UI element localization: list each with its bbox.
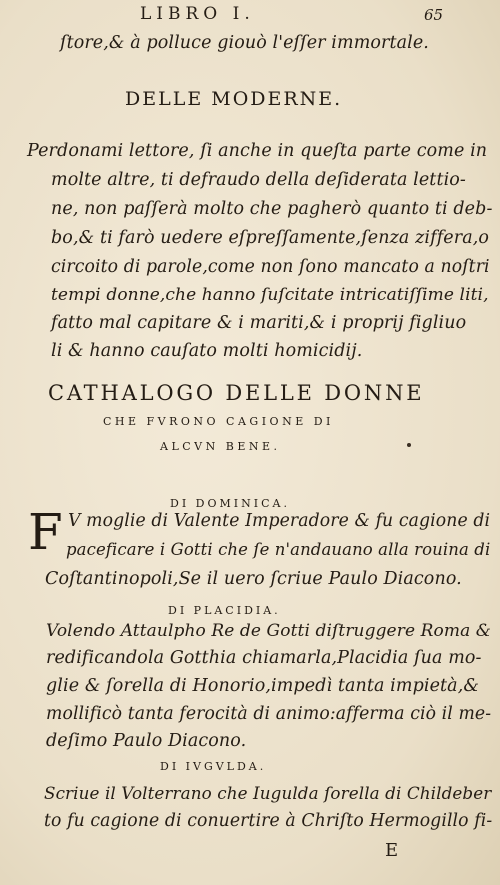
intro-line: ſtore,& à polluce giouò l'eſſer immortale. [60, 33, 429, 53]
moderne-line-5: circoito di parole,come non ſono mancato a noſtri [51, 257, 490, 277]
heading-placidia: DI PLACIDIA. [168, 604, 281, 617]
dominica-line-2: paceficare i Gotti che ſe n'andauano alla rouina di [66, 540, 491, 559]
placidia-line-1: Volendo Attaulpho Re de Gotti diſtruggere Roma & [46, 621, 492, 641]
moderne-line-8: li & hanno cauſato molti homicidij. [51, 341, 363, 361]
moderne-line-2: molte altre, ti defraudo della deſiderata lettio- [51, 170, 466, 190]
catalogue-title-line-3: ALCVN BENE. [160, 440, 281, 453]
stray-ink-dot [407, 443, 411, 447]
iugulda-line-1: Scriue il Volterrano che Iugulda ſorella di Childeber [44, 783, 492, 803]
drop-cap: F [28, 503, 63, 561]
heading-dominica: DI DOMINICA. [170, 497, 290, 510]
placidia-line-4: mollificò tanta ferocità di animo:afferma ciò il me- [46, 704, 492, 724]
moderne-line-6: tempi donne,che hanno ſuſcitate intricatiſſime liti, [51, 285, 489, 305]
signature-mark: E [385, 840, 399, 861]
heading-moderne: DELLE MODERNE. [125, 88, 343, 110]
iugulda-line-2: to fu cagione di conuertire à Chriſto Hermogillo fi- [44, 811, 493, 831]
placidia-line-5: deſimo Paulo Diacono. [46, 731, 247, 751]
placidia-line-2: redificandola Gotthia chiamarla,Placidia ſua mo- [46, 648, 482, 668]
catalogue-title-line-1: CATHALOGO DELLE DONNE [48, 381, 425, 405]
dominica-line-1: V moglie di Valente Imperadore & fu cagione di [68, 511, 491, 531]
dominica-line-3: Coſtantinopoli,Se il uero ſcriue Paulo Diacono. [45, 569, 462, 589]
catalogue-title-line-2: CHE FVRONO CAGIONE DI [103, 415, 334, 428]
moderne-line-7: fatto mal capitare & i mariti,& i proprij figliuo [51, 313, 467, 333]
page-number: 65 [424, 6, 444, 24]
running-title: LIBRO I. [140, 4, 255, 24]
placidia-line-3: glie & ſorella di Honorio,impedì tanta impietà,& [46, 676, 480, 696]
moderne-line-1: Perdonami lettore, ſi anche in queſta parte come in [27, 141, 488, 161]
heading-iugulda: DI IVGVLDA. [160, 760, 267, 773]
moderne-line-4: bo,& ti farò uedere eſpreſſamente,ſenza ziffera,o [51, 228, 490, 248]
moderne-line-3: ne, non paſſerà molto che pagherò quanto ti deb- [51, 199, 493, 219]
